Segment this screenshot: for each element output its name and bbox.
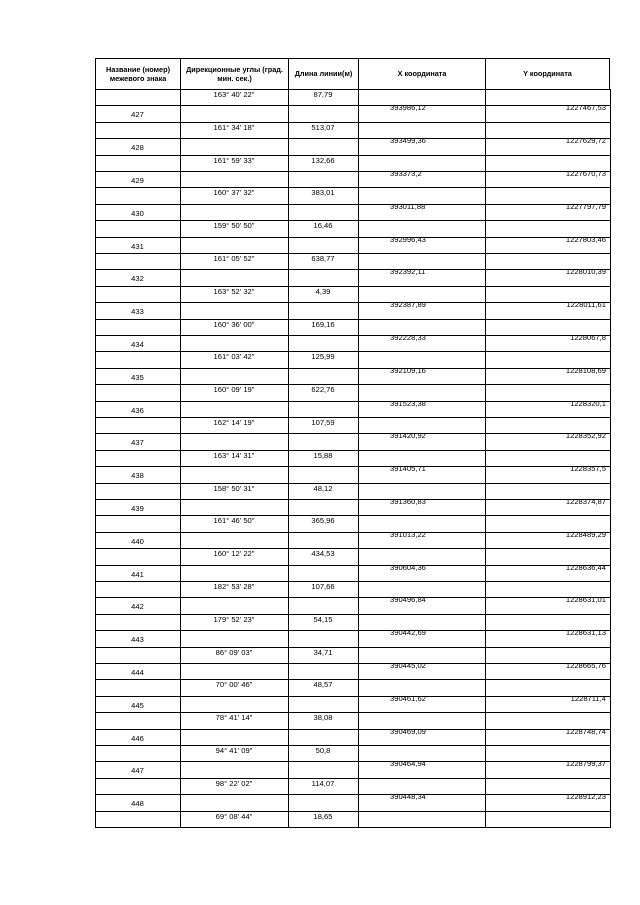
point-x: 392228,33 bbox=[390, 333, 426, 342]
point-y: 1228631,13 bbox=[565, 628, 606, 638]
row-border bbox=[95, 384, 611, 385]
segment-angle: 161° 34' 18" bbox=[213, 122, 255, 132]
point-y: 1227629,72 bbox=[565, 136, 606, 146]
row-border bbox=[95, 827, 611, 828]
point-name: 431 bbox=[131, 241, 144, 251]
point-x: 391360,83 bbox=[390, 497, 426, 506]
point-x: 391405,71 bbox=[390, 464, 426, 474]
segment-length: 107,59 bbox=[311, 418, 335, 427]
point-y: 1228711,4 bbox=[570, 693, 606, 703]
point-x: 390461,62 bbox=[390, 693, 426, 703]
segment-length: 48,12 bbox=[313, 483, 333, 493]
point-name: 443 bbox=[131, 635, 144, 645]
header-x-coordinate: Х координата bbox=[358, 58, 486, 90]
point-name: 442 bbox=[131, 602, 144, 612]
point-y: 1227797,79 bbox=[565, 201, 606, 211]
segment-length: 132,66 bbox=[311, 155, 335, 165]
point-y: 1228352,92 bbox=[565, 431, 606, 441]
point-name: 448 bbox=[131, 799, 144, 809]
point-x: 390469,09 bbox=[390, 726, 426, 736]
point-y: 1228011,61 bbox=[566, 300, 606, 310]
row-border bbox=[95, 745, 611, 746]
point-y: 1228799,37 bbox=[565, 759, 606, 769]
point-name: 437 bbox=[131, 438, 144, 448]
column-border bbox=[95, 89, 96, 827]
row-border bbox=[95, 712, 611, 713]
point-x: 392109,16 bbox=[390, 365, 426, 375]
segment-length: 383,01 bbox=[311, 188, 335, 198]
point-x: 391013,22 bbox=[390, 529, 426, 539]
point-name: 446 bbox=[131, 733, 144, 743]
segment-angle: 179° 52' 23" bbox=[213, 614, 255, 624]
row-border bbox=[95, 548, 611, 549]
point-x: 391523,38 bbox=[390, 398, 426, 408]
segment-angle: 161° 03' 42" bbox=[213, 352, 255, 362]
segment-length: 107,66 bbox=[311, 582, 335, 591]
segment-length: 38,08 bbox=[313, 713, 333, 723]
point-y: 1227670,73 bbox=[565, 169, 606, 178]
segment-length: 114,07 bbox=[311, 778, 335, 788]
segment-angle: 160° 36' 00" bbox=[213, 319, 255, 329]
segment-length: 513,07 bbox=[311, 122, 335, 132]
point-x: 393011,88 bbox=[390, 201, 426, 211]
point-x: 392996,43 bbox=[390, 234, 426, 244]
point-y: 1227467,53 bbox=[565, 103, 606, 113]
point-x: 390464,94 bbox=[390, 759, 426, 769]
point-name: 441 bbox=[131, 569, 144, 579]
segment-length: 87,79 bbox=[313, 90, 333, 99]
point-name: 447 bbox=[131, 766, 144, 776]
header-length: Длина линии(м) bbox=[288, 58, 359, 90]
header-angle: Дирекционные углы (град. мин. сек.) bbox=[180, 58, 289, 90]
segment-length: 34,71 bbox=[313, 647, 333, 657]
segment-length: 434,53 bbox=[311, 549, 335, 559]
row-border bbox=[95, 89, 611, 90]
point-y: 1228108,69 bbox=[565, 365, 606, 375]
point-x: 390604,36 bbox=[390, 562, 426, 572]
segment-angle: 158° 50' 31" bbox=[213, 483, 255, 493]
segment-length: 18,65 bbox=[313, 811, 333, 821]
point-name: 444 bbox=[131, 668, 144, 677]
point-x: 393499,36 bbox=[390, 136, 426, 146]
segment-angle: 160° 12' 22" bbox=[213, 549, 255, 559]
segment-angle: 163° 14' 31" bbox=[213, 450, 255, 460]
point-name: 434 bbox=[131, 340, 144, 349]
point-y: 1228010,39 bbox=[565, 267, 606, 277]
point-y: 1228912,23 bbox=[565, 792, 606, 802]
row-border bbox=[95, 220, 611, 221]
row-border bbox=[95, 581, 611, 582]
point-y: 1227803,46 bbox=[565, 234, 606, 244]
segment-length: 48,57 bbox=[313, 680, 333, 690]
row-border bbox=[95, 515, 611, 516]
segment-angle: 161° 59' 33" bbox=[213, 155, 255, 165]
row-border bbox=[95, 253, 611, 254]
segment-angle: 159° 50' 50" bbox=[213, 221, 255, 231]
point-y: 1228489,29 bbox=[565, 529, 606, 539]
point-x: 393373,2 bbox=[390, 169, 422, 178]
point-x: 391420,92 bbox=[390, 431, 426, 441]
segment-length: 54,15 bbox=[313, 614, 333, 624]
segment-angle: 69° 08' 44" bbox=[215, 811, 253, 821]
point-x: 390496,84 bbox=[390, 595, 426, 605]
point-name: 440 bbox=[131, 536, 144, 546]
segment-angle: 182° 53' 28" bbox=[213, 582, 255, 591]
segment-length: 16,46 bbox=[313, 221, 333, 231]
column-border bbox=[485, 89, 486, 827]
segment-length: 125,99 bbox=[311, 352, 335, 362]
column-border bbox=[358, 89, 359, 827]
point-x: 390442,69 bbox=[390, 628, 426, 638]
segment-length: 15,88 bbox=[313, 450, 333, 460]
point-name: 432 bbox=[131, 274, 144, 284]
point-name: 427 bbox=[131, 110, 144, 120]
point-name: 428 bbox=[131, 143, 144, 153]
segment-angle: 161° 46' 50" bbox=[213, 516, 255, 526]
point-y: 1228320,1 bbox=[570, 398, 606, 408]
row-border bbox=[95, 351, 611, 352]
point-y: 1228374,87 bbox=[565, 497, 606, 506]
point-y: 1228631,01 bbox=[565, 595, 606, 605]
point-name: 436 bbox=[131, 405, 144, 415]
row-border bbox=[95, 679, 611, 680]
segment-angle: 163° 40' 22" bbox=[213, 90, 255, 99]
row-border bbox=[95, 187, 611, 188]
header-y-coordinate: Y координата bbox=[485, 58, 610, 90]
header-name: Название (номер) межевого знака bbox=[95, 58, 181, 90]
segment-angle: 163° 52' 32" bbox=[213, 286, 255, 296]
segment-length: 622,76 bbox=[311, 385, 335, 395]
point-y: 1228748,74 bbox=[565, 726, 606, 736]
point-y: 1228357,5 bbox=[570, 464, 606, 474]
segment-angle: 162° 14' 19" bbox=[213, 418, 255, 427]
segment-length: 169,16 bbox=[311, 319, 335, 329]
segment-length: 365,96 bbox=[311, 516, 335, 526]
point-name: 429 bbox=[131, 176, 144, 185]
point-x: 390445,02 bbox=[390, 661, 426, 670]
segment-angle: 86° 09' 03" bbox=[215, 647, 253, 657]
segment-angle: 94° 41' 09" bbox=[215, 746, 253, 755]
segment-angle: 98° 22' 02" bbox=[215, 778, 253, 788]
point-name: 430 bbox=[131, 208, 144, 218]
point-x: 393986,12 bbox=[390, 103, 426, 113]
point-x: 390448,34 bbox=[390, 792, 426, 802]
point-x: 392392,11 bbox=[390, 267, 426, 277]
point-x: 392387,89 bbox=[390, 300, 426, 310]
segment-angle: 160° 37' 32" bbox=[213, 188, 255, 198]
point-name: 433 bbox=[131, 307, 144, 317]
segment-angle: 70° 00' 46" bbox=[215, 680, 253, 690]
point-name: 445 bbox=[131, 700, 144, 710]
column-border bbox=[610, 89, 611, 827]
point-y: 1228067,8 bbox=[570, 333, 606, 342]
point-name: 439 bbox=[131, 504, 144, 513]
point-y: 1228636,44 bbox=[565, 562, 606, 572]
segment-angle: 160° 09' 19" bbox=[213, 385, 255, 395]
point-name: 435 bbox=[131, 372, 144, 382]
segment-length: 4,39 bbox=[315, 286, 331, 296]
segment-length: 50,8 bbox=[315, 746, 331, 755]
point-y: 1228665,76 bbox=[565, 661, 606, 670]
segment-angle: 161° 05' 52" bbox=[213, 254, 255, 263]
point-name: 438 bbox=[131, 471, 144, 481]
segment-angle: 78° 41' 14" bbox=[215, 713, 253, 723]
segment-length: 638,77 bbox=[311, 254, 335, 263]
row-border bbox=[95, 417, 611, 418]
